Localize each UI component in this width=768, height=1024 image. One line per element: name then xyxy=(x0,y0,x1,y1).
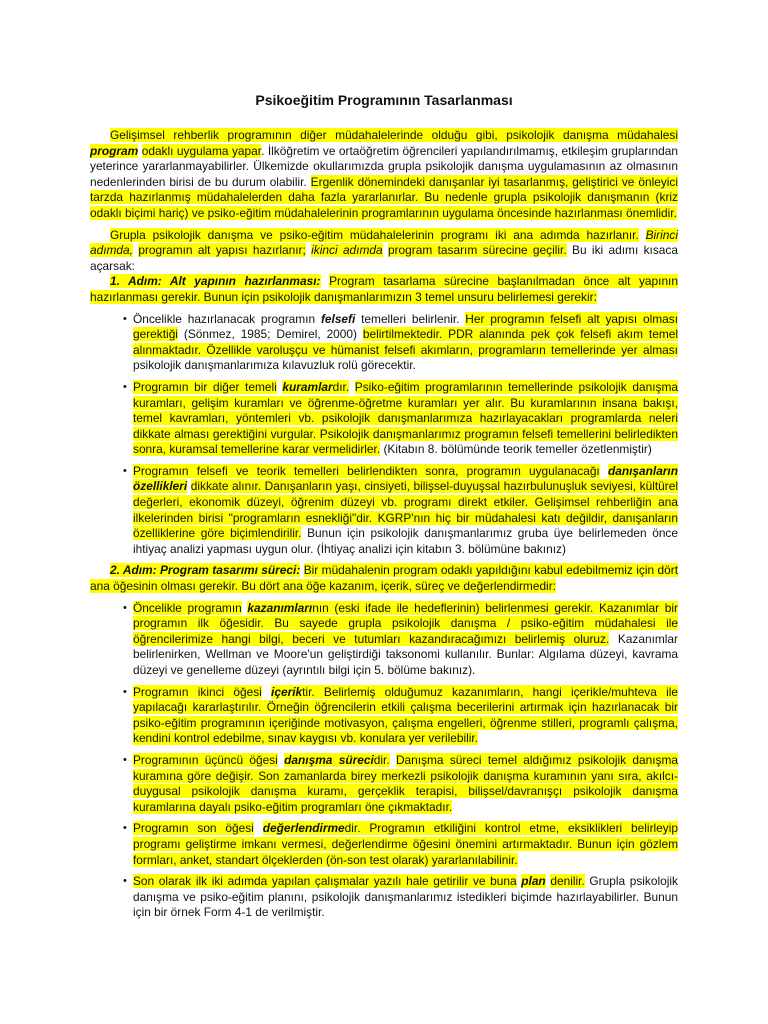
highlight-text: denilir. xyxy=(550,874,585,889)
list-item xyxy=(123,600,678,679)
highlight-text: odaklı uygulama yapar xyxy=(141,143,262,158)
highlight-text: Öncelikle programın xyxy=(133,600,242,615)
bullet-icon: • xyxy=(123,822,127,835)
body-text: Bu iki adımı kısaca açarsak: xyxy=(90,243,678,273)
step-2-paragraph xyxy=(90,563,678,594)
page-title: Psikoeğitim Programının Tasarlanması xyxy=(255,92,513,108)
highlight-text: Programının üçüncü öğesi xyxy=(133,752,278,767)
highlight-text: Programın felsefi ve teorik temelleri belirlendikten sonra, programın uygulanacağı xyxy=(133,463,600,478)
body-text: Bunun için psikolojik danışmanlarımız gruba üye belirlemeden önce ihtiyaç analizi yapması uygun olur. (İhtiyaç analizi için kitabın 3. bölümüne bakınız) xyxy=(133,526,678,556)
paragraph-steps-intro xyxy=(90,228,678,275)
list-item xyxy=(123,684,678,747)
bullet-icon: • xyxy=(123,875,127,888)
highlight-text: Bir müdahalenin program odaklı yapıldığını kabul edebilmemiz için dört ana öğesinin olması gerekir. Bu dört ana öğe kazanım, içerik, süreç ve değerlendirmedir: xyxy=(90,563,678,594)
highlight-text: Son olarak ilk iki adımda yapılan çalışmalar yazılı hale getirilir ve buna xyxy=(133,874,517,889)
body-text: Grupla psikolojik danışma ve psiko-eğitim planını, psikolojik danışmanlarımız istedikleri biçimde hazırlayabilirler. Bunun için bir örnek Form 4-1 de verilmiştir. xyxy=(133,874,678,920)
highlight-text: Birinci adımda, xyxy=(90,227,678,258)
list-item xyxy=(123,752,678,815)
bullet-icon: • xyxy=(123,464,127,477)
paragraph-intro xyxy=(90,128,678,222)
emphasis-text: danışanların özellikleri xyxy=(133,463,678,494)
highlight-text: Her programın felsefi alt yapısı olması gerektiği xyxy=(133,311,678,342)
body-text: (Sönmez, 1985; Demirel, 2000) xyxy=(183,327,357,342)
highlight-text: Ergenlik dönemindeki danışanlar iyi tasarlanmış, geliştirici ve önleyici tarzda hazırlanmış müdahalelerden daha fazla yararlanırlar. Bu nedenle grupla psikolojik danışmanın (kriz odaklı biçimi hariç) ve psiko-eğitim müdahalelerinin programlarının uygulama öncesinde hazırlanması önemlidir. xyxy=(90,174,678,220)
body-text: Kazanımlar belirlenirken, Wellman ve Moore'un geliştirdiği taksonomi kullanılır. Bunlar: Algılama düzeyi, kavrama düzeyi ve genelleme düzeyi (ayrıntılı bilgi için 5. bölüme bakınız). xyxy=(133,631,678,677)
bullet-icon: • xyxy=(123,312,127,325)
highlight-text: dir. xyxy=(373,752,390,767)
body-text: temelleri belirlenir. xyxy=(361,311,460,326)
body-text: (Kitabın 8. bölümünde teorik temeller özetlenmiştir) xyxy=(383,442,652,457)
highlight-text: program xyxy=(90,143,139,158)
bullet-icon: • xyxy=(123,601,127,614)
highlight-text: Grupla psikolojik danışma ve psiko-eğitim müdahalelerinin programı iki ana adımda hazırlanır. xyxy=(110,227,639,242)
highlight-text: dır. xyxy=(332,379,350,394)
emphasis-text: danışma süreci xyxy=(284,752,374,767)
highlight-text: Psiko-eğitim programlarının temellerinde psikolojik danışma kuramları, gelişim kuramları ve öğrenme-öğretme kuramları yer alır. Bu kuramlarının insana bakışı, temel kavramları, yöntemleri vb. psikolojik danışmanlarımıza hazırlayacakları programlarda neleri dikkate alması gerektiğini vurgular. Psikolojik danışmanlarımız programın felsefi temellerini belirledikten sonra, kuramsal temellerine karar vermelidirler. xyxy=(133,379,678,457)
emphasis-text: içerik xyxy=(271,684,303,699)
highlight-text: dikkate alınır. Danışanların yaşı, cinsiyeti, bilişsel-duyuşsal hazırbulunuşluk seviyesi, kültürel değerleri, ekonomik düzeyi, öğrenim düzeyi vb. programı direkt etkiler. Gelişimsel rehberliğin ana ilkelerinden birisi "programların esnekliği"dir. KGRP'nın hiç bir müdahalesi katı değildir, danışanların özelliklerine göre biçimlendirilir. xyxy=(133,479,678,541)
emphasis-text: kuramlar xyxy=(282,379,333,394)
highlight-text: Program tasarlama sürecine başlanılmadan önce alt yapının hazırlanması gerekir. Bunun için psikolojik danışmanlarımızın 3 temel unsuru belirlemesi gerekir: xyxy=(90,274,678,304)
step-1-list xyxy=(90,312,678,558)
highlight-text: ikinci adımda xyxy=(311,243,383,258)
list-item xyxy=(123,874,678,921)
highlight-text: nın (eski ifade ile hedeflerinin) belirlenmesi gerekir. Kazanımlar bir programın ilk öğesidir. Bu sayede grupla psikolojik danışma / psiko-eğitim müdahalesi ile öğrencilerimize hangi bilgi, beceri ve tutumları kazandıracağımızı belirlemiş oluruz. xyxy=(133,600,678,646)
step-1-paragraph xyxy=(90,274,678,305)
list-item xyxy=(123,379,678,458)
emphasis-text: kazanımları xyxy=(247,600,313,615)
bullet-icon: • xyxy=(123,380,127,393)
bullet-icon: • xyxy=(123,685,127,698)
bullet-icon: • xyxy=(123,753,127,766)
emphasis-text: felsefi xyxy=(320,311,356,326)
list-item xyxy=(123,311,679,374)
highlight-text: Programın ikinci öğesi xyxy=(133,684,262,699)
emphasis-text: değerlendirme xyxy=(262,821,345,836)
emphasis-text: plan xyxy=(521,874,546,889)
highlight-text: belirtilmektedir. PDR alanında pek çok felsefi akım temel alınmaktadır. Özellikle varoluşçu ve hümanist felsefi akımların, programların temellerinde yer alması xyxy=(133,327,679,357)
highlight-text: program tasarım sürecine geçilir. xyxy=(387,243,567,258)
highlight-text: Danışma süreci temel aldığımız psikolojik danışma kuramına göre değişir. Son zamanlarda birey merkezli psikolojik danışma kuramının yanı sıra, akılcı-duygusal psikolojik danışma kuramı, gerçeklik terapisi, bilişsel/davranışçı psikolojik danışma kuramlarına dayalı psiko-eğitim programları öne çıkmaktadır. xyxy=(133,752,678,814)
step-2-list xyxy=(90,601,678,921)
highlight-text: tir. Belirlemiş olduğumuz kazanımların, hangi içerikle/muhteva ile yapılacağı kararlaştırılır. Örneğin öğrencilerin etkili çalışma becerilerini artırmak için hazırlanacak bir psiko-eğitim programının içeriğinde motivasyon, çalışma engelleri, öğrenme stilleri, programlı çalışma, kendini kontrol edebilme, sınav kaygısı vb. konulara yer verilebilir. xyxy=(133,684,678,746)
body-text: . İlköğretim ve ortaöğretim öğrencileri yapılandırılmamış, etkileşim gruplarından yeterince yararlanmayabilirler. Ülkemizde okullarımızda grupla psikolojik danışma uygulamasının az olmasının nedenlerinden birisi de bu durum olabilir. xyxy=(90,143,678,189)
document-body xyxy=(90,128,678,921)
highlight-text: Gelişimsel rehberlik programının diğer müdahalelerinde olduğu gibi, psikolojik danışma müdahalesi xyxy=(110,128,678,142)
step-1-heading: 1. Adım: Alt yapının hazırlanması: xyxy=(110,274,321,289)
highlight-text: programın alt yapısı hazırlanır; xyxy=(138,243,306,258)
body-text: Öncelikle hazırlanacak programın xyxy=(133,311,316,326)
highlight-text: Programın son öğesi xyxy=(133,821,254,836)
step-2-heading: 2. Adım: Program tasarımı süreci: xyxy=(110,563,301,578)
list-item xyxy=(123,821,678,868)
highlight-text: dir. Programın etkiliğini kontrol etme, eksiklikleri belirleyip programı geliştirme imkanı vermesi, değerlendirme öğesini önemini artırmaktadır. Bunun için gözlem formları, anket, standart ölçeklerden (ön-son test olarak) yararlanılabilinir. xyxy=(133,821,678,867)
list-item xyxy=(123,463,678,558)
body-text: psikolojik danışmanlarımıza kılavuzluk rolü görecektir. xyxy=(133,358,416,373)
highlight-text: Programın bir diğer temeli xyxy=(133,379,277,394)
